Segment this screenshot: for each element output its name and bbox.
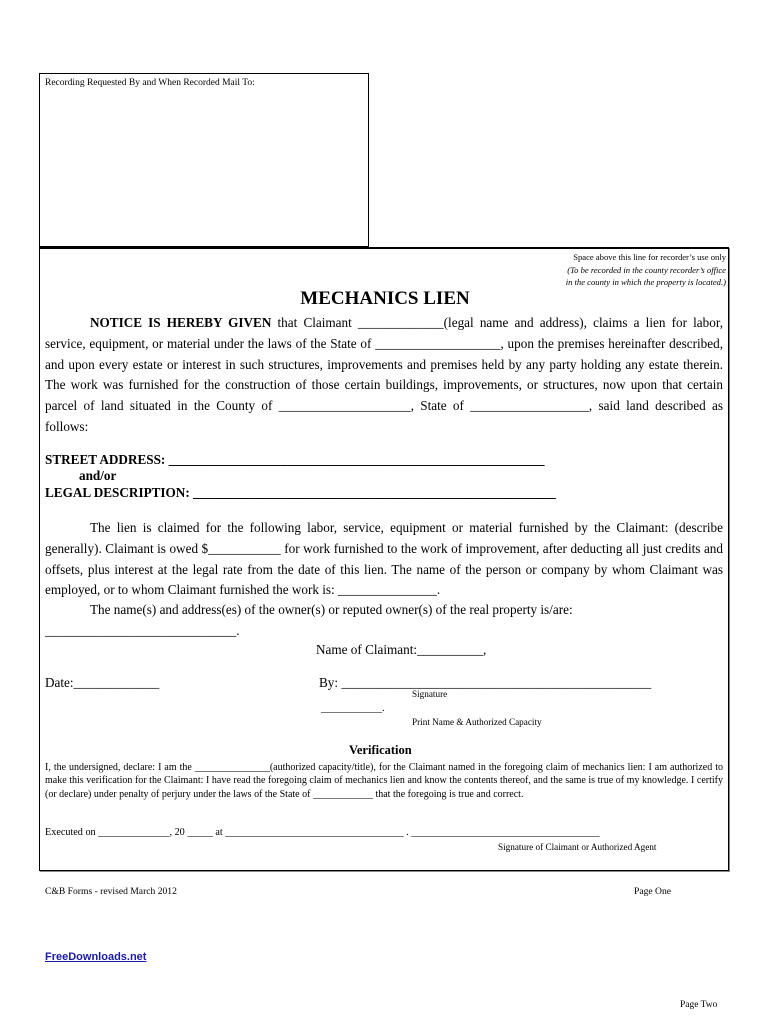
claimant-signature-caption: Signature of Claimant or Authorized Agent xyxy=(498,842,657,852)
verification-paragraph: I, the undersigned, declare: I am the _______________(authorized capacity/title), for the Claimant named in the foregoing claim of mechanics lien: I am authorized to make this verification for the Claimant: I have read the foregoing claim of mechanics lien and know the contents thereof, and the same is true of my knowledge. I certify (or declare) under penalty of perjury under the laws of the State of ____________ that the foregoing is true and correct. xyxy=(45,762,723,800)
notice-lead: NOTICE IS HEREBY GIVEN xyxy=(90,315,272,330)
footer-revision: C&B Forms - revised March 2012 xyxy=(45,886,177,897)
legal-description-blank[interactable]: _______________________________________________________ xyxy=(189,485,556,500)
lien-paragraph: The lien is claimed for the following labor, service, equipment or material furnished by the Claimant: (describe generally). Claimant is owed $___________ for work furnished to the work of improvement, after deducting all just credits and offsets, plus interest at the legal rate from the date of this lien. The name of the person or company by whom Claimant was employed, or to whom Claimant furnished the work is: _______________. xyxy=(45,520,723,598)
executed-line[interactable]: Executed on ______________, 20 _____ at ___________________________________ . _____________________________________ xyxy=(45,827,600,838)
street-address-line[interactable] xyxy=(45,452,544,468)
owners-blank[interactable]: _____________________________. xyxy=(45,623,240,638)
print-name-caption: Print Name & Authorized Capacity xyxy=(412,717,542,727)
footer-page-number: Page One xyxy=(634,886,672,897)
notice-body: that Claimant _____________(legal name and address), claims a lien for labor, service, equipment, or material under the laws of the State of ___________________, upon the premises hereinafter described, and upon every estate or interest in such structures, improvements and premises held by any party holding any estate therein. The work was furnished for the construction of those certain buildings, improvements, or structures, now upon that certain parcel of land situated in the County of ____________________, State of __________________, said land described as follows: xyxy=(45,315,723,434)
date-field[interactable]: Date:_____________ xyxy=(45,675,160,690)
legal-description-label: LEGAL DESCRIPTION: xyxy=(45,485,190,500)
name-of-claimant[interactable]: Name of Claimant:__________, xyxy=(316,642,487,657)
owners-paragraph: The name(s) and address(es) of the owner(s) or reputed owner(s) of the real property is/are: xyxy=(90,602,573,617)
legal-description-line[interactable] xyxy=(45,485,556,501)
street-address-label: STREET ADDRESS: xyxy=(45,452,166,467)
street-address-blank[interactable]: _________________________________________________________ xyxy=(165,452,545,467)
recording-label: Recording Requested By and When Recorded Mail To: xyxy=(45,78,255,88)
recorder-note-line3: in the county in which the property is located.) xyxy=(565,277,726,287)
recording-box xyxy=(39,73,369,247)
notice-paragraph xyxy=(45,313,723,438)
recorder-note-line2: (To be recorded in the county recorder’s office xyxy=(567,265,726,275)
recorder-note-line1: Space above this line for recorder’s use only xyxy=(573,252,726,262)
andor-label: and/or xyxy=(79,468,117,483)
freedownloads-link[interactable]: FreeDownloads.net xyxy=(45,951,147,963)
by-signature-field[interactable]: By: _______________________________________________ xyxy=(319,675,652,690)
verification-heading: Verification xyxy=(349,743,412,757)
page-title: MECHANICS LIEN xyxy=(300,288,470,309)
page-two-label: Page Two xyxy=(680,1000,718,1010)
print-name-blank[interactable]: ____________. xyxy=(321,703,385,714)
signature-caption: Signature xyxy=(412,689,448,699)
